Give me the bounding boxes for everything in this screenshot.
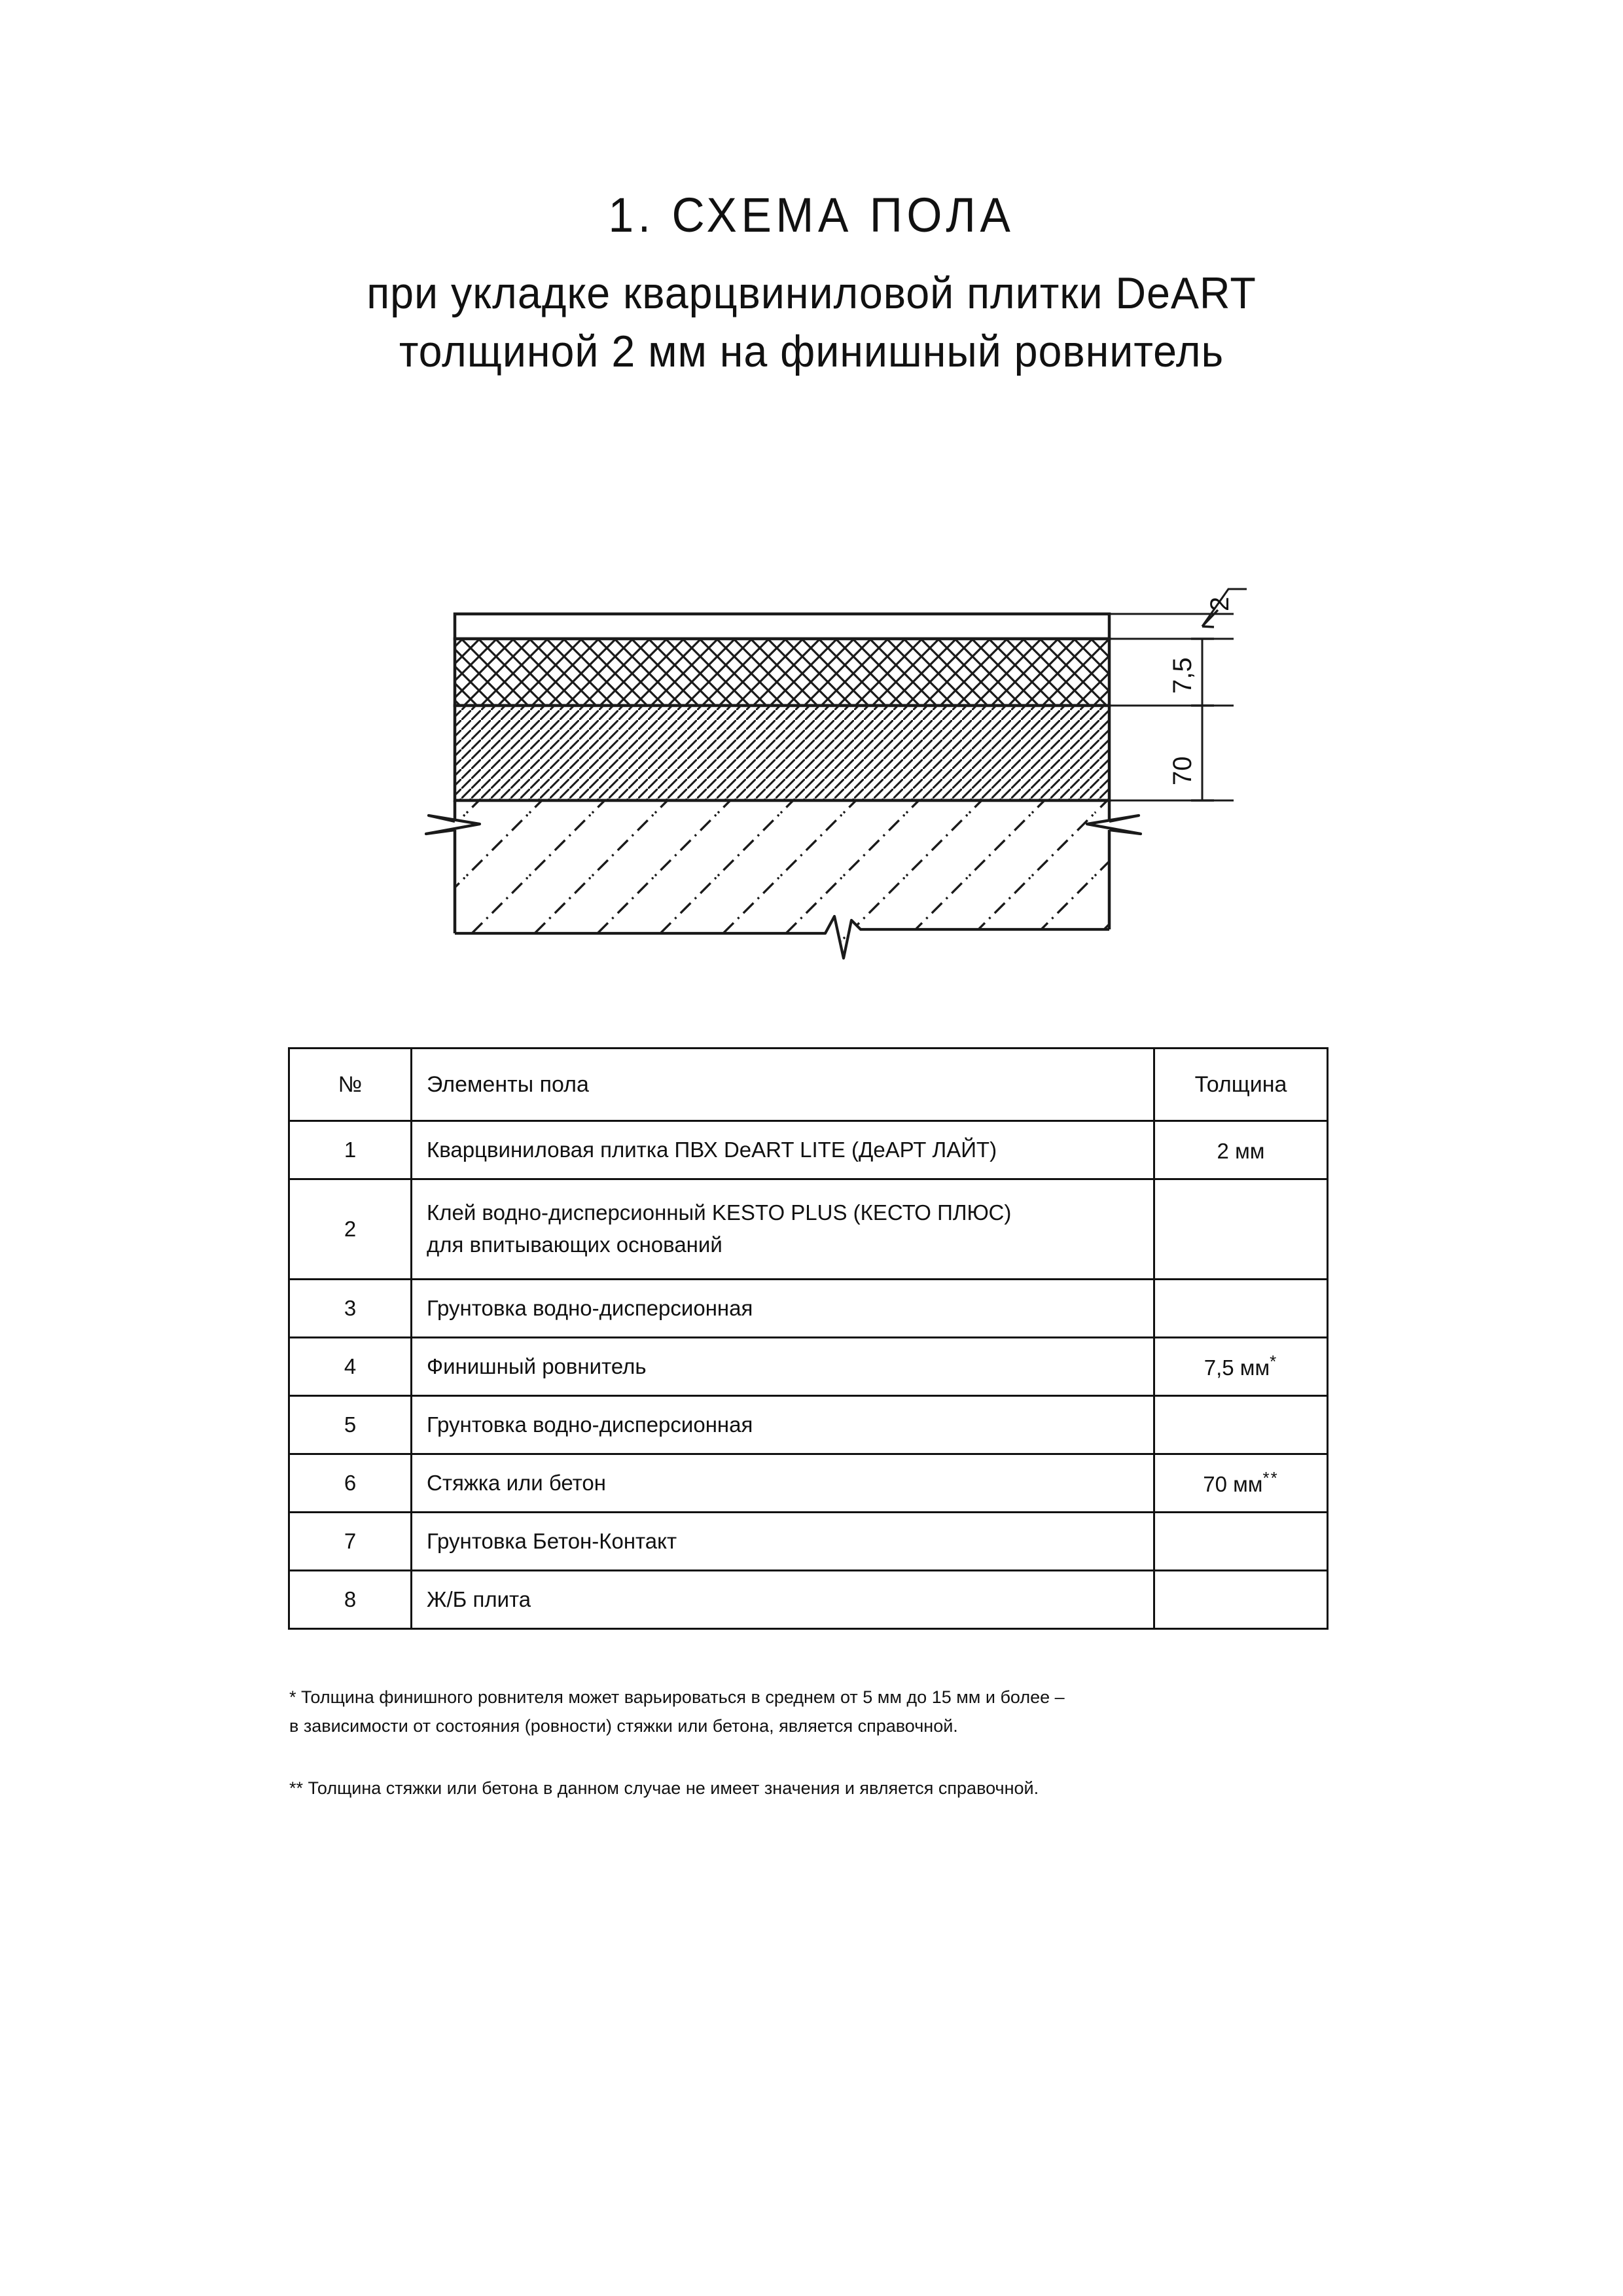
thickness-footnote-marker: ** <box>1262 1468 1279 1488</box>
diagram-tile-layer <box>455 614 1109 639</box>
cell-number: 6 <box>289 1454 412 1513</box>
cell-number: 5 <box>289 1396 412 1454</box>
dim-label-70: 70 <box>1168 756 1197 785</box>
dim-label-75: 7,5 <box>1168 657 1197 694</box>
cell-element: Грунтовка Бетон-Контакт <box>412 1513 1154 1571</box>
thickness-value: 70 мм <box>1203 1472 1263 1497</box>
diagram-leveler-layer <box>455 639 1109 706</box>
cell-thickness <box>1154 1179 1328 1280</box>
cell-thickness <box>1154 1571 1328 1629</box>
column-header-thickness: Толщина <box>1154 1049 1328 1121</box>
diagram-screed-layer <box>455 706 1109 800</box>
dim-label-2: 2 <box>1205 596 1234 611</box>
cell-element <box>412 1179 1154 1280</box>
cell-number: 4 <box>289 1338 412 1396</box>
floor-layers-table <box>288 1047 1329 1630</box>
cell-thickness <box>1154 1338 1328 1396</box>
cell-element-line-2: для впитывающих оснований <box>427 1232 722 1257</box>
table-row <box>289 1121 1328 1179</box>
cell-element: Грунтовка водно-дисперсионная <box>412 1280 1154 1338</box>
subtitle-line-1: при укладке кварцвиниловой плитки DeART <box>366 268 1257 318</box>
footnote-double-asterisk: ** Толщина стяжки или бетона в данном случае не имеет значения и является справочной. <box>289 1778 1039 1799</box>
cell-number: 7 <box>289 1513 412 1571</box>
cell-number: 1 <box>289 1121 412 1179</box>
cell-element: Финишный ровнитель <box>412 1338 1154 1396</box>
cell-thickness <box>1154 1280 1328 1338</box>
cell-element: Грунтовка водно-дисперсионная <box>412 1396 1154 1454</box>
cell-thickness <box>1154 1454 1328 1513</box>
table-row <box>289 1454 1328 1513</box>
cell-element: Ж/Б плита <box>412 1571 1154 1629</box>
table-row <box>289 1179 1328 1280</box>
thickness-footnote-marker: * <box>1270 1352 1278 1372</box>
thickness-value: 7,5 мм <box>1204 1355 1270 1380</box>
cell-element-line-1: Клей водно-дисперсионный KESTO PLUS (КЕСТО ПЛЮС) <box>427 1200 1012 1225</box>
cell-thickness <box>1154 1513 1328 1571</box>
footnote-single-asterisk <box>289 1683 1349 1740</box>
subtitle-line-2: толщиной 2 мм на финишный ровнитель <box>399 327 1224 377</box>
floor-cross-section-diagram <box>402 563 1253 969</box>
thickness-value: 2 мм <box>1217 1139 1265 1164</box>
cell-number: 3 <box>289 1280 412 1338</box>
table-row <box>289 1338 1328 1396</box>
footnote-1-line-1: * Толщина финишного ровнителя может варьироваться в среднем от 5 мм до 15 мм и более – <box>289 1687 1065 1707</box>
table-row <box>289 1396 1328 1454</box>
cell-element: Кварцвиниловая плитка ПВХ DeART LITE (ДеАРТ ЛАЙТ) <box>412 1121 1154 1179</box>
page-title: 1. СХЕМА ПОЛА <box>608 188 1015 242</box>
table-row <box>289 1280 1328 1338</box>
table-header-row <box>289 1049 1328 1121</box>
footnote-1-line-2: в зависимости от состояния (ровности) стяжки или бетона, является справочной. <box>289 1715 958 1736</box>
title-block <box>0 190 1623 382</box>
cell-thickness <box>1154 1396 1328 1454</box>
cell-element: Стяжка или бетон <box>412 1454 1154 1513</box>
table-row <box>289 1513 1328 1571</box>
column-header-number: № <box>289 1049 412 1121</box>
cell-number: 8 <box>289 1571 412 1629</box>
diagram-slab-layer <box>426 800 1141 958</box>
footnotes-block <box>289 1683 1349 1803</box>
table-row <box>289 1571 1328 1629</box>
cell-number: 2 <box>289 1179 412 1280</box>
cell-thickness <box>1154 1121 1328 1179</box>
column-header-element: Элементы пола <box>412 1049 1154 1121</box>
